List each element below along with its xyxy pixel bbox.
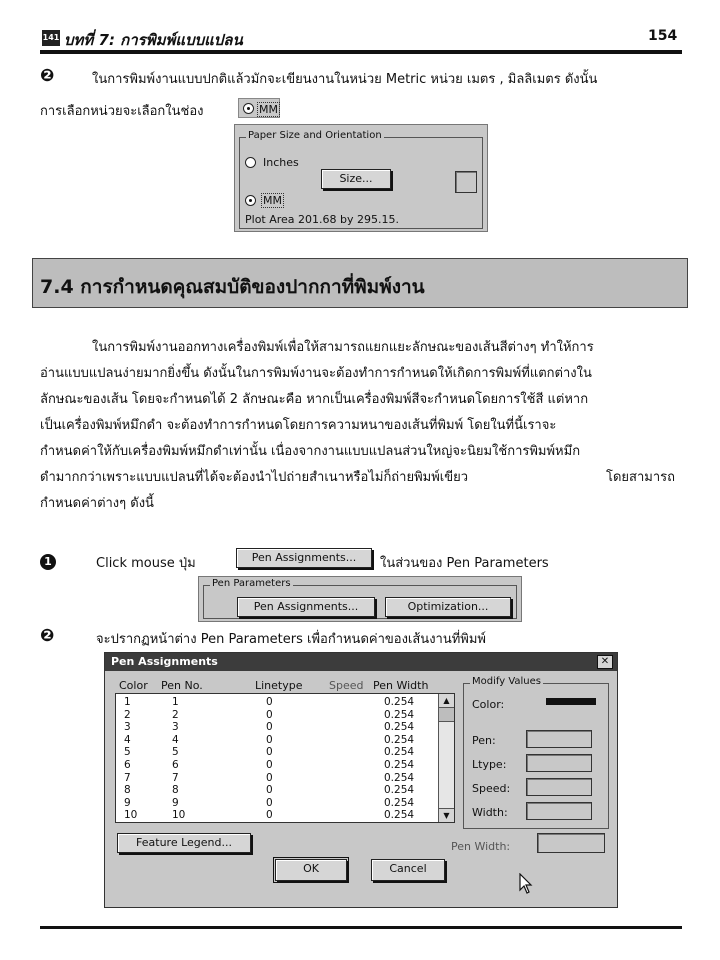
body-line-6: ดำมากกว่าเพราะแบบแปลนที่ได้จะต้องนำไปถ่ายสำเนาหรือไม่ก็ถ่ายพิมพ์เขียว xyxy=(40,470,469,485)
step-marker-2a: ❷ xyxy=(40,66,55,86)
inches-label: Inches xyxy=(263,156,299,169)
pen-list-cell-pen-width: 0.254 xyxy=(384,721,415,734)
pen-list-cell-color: 3 xyxy=(124,721,131,734)
pen-list-row[interactable] xyxy=(124,759,454,772)
pen-list-row[interactable] xyxy=(124,784,454,797)
step1-pen-assignments-button[interactable]: Pen Assignments... xyxy=(236,548,372,568)
pen-list-cell-color: 8 xyxy=(124,784,131,797)
pen-list-cell-pen-width: 0.254 xyxy=(384,771,415,784)
close-icon[interactable]: ✕ xyxy=(597,655,613,669)
pen-list-cell-color: 10 xyxy=(124,809,138,822)
pen-list-cell-color: 5 xyxy=(124,746,131,759)
pen-list-cell-pen-no: 6 xyxy=(172,758,179,771)
pen-list-cell-speed xyxy=(340,721,384,734)
pen-list-cell-pen-width: 0.254 xyxy=(384,696,415,708)
width-field[interactable] xyxy=(526,802,592,820)
scroll-up-icon[interactable]: ▲ xyxy=(439,694,454,708)
pen-list-scrollbar[interactable] xyxy=(438,694,454,822)
plot-area-text: Plot Area 201.68 by 295.15. xyxy=(245,213,399,226)
pen-list-cell-pen-no: 5 xyxy=(172,746,179,759)
pen-list-cell-linetype: 0 xyxy=(266,809,273,822)
pen-list-cell-speed xyxy=(340,772,384,785)
pen-list-cell-pen-width: 0.254 xyxy=(384,758,415,771)
pen-list-cell-pen-width: 0.254 xyxy=(384,796,415,809)
pen-list-cell-pen-width: 0.254 xyxy=(384,708,415,721)
pen-list-cell-speed xyxy=(340,759,384,772)
pen-list-row[interactable] xyxy=(124,797,454,810)
col-header-speed: Speed xyxy=(329,679,364,692)
feature-legend-button[interactable]: Feature Legend... xyxy=(117,833,251,853)
pen-list-cell-pen-no: 10 xyxy=(172,809,186,822)
pen-list-cell-color: 1 xyxy=(124,696,131,708)
step2-dialog-text: จะปรากฏหน้าต่าง Pen Parameters เพื่อกำหนดค่าของเส้นงานที่พิมพ์ xyxy=(96,632,486,647)
inline-mm-label: MM xyxy=(259,103,278,116)
pen-list-row[interactable] xyxy=(124,809,454,822)
body-line-7: กำหนดค่าต่างๆ ดังนี้ xyxy=(40,496,154,511)
pen-list-cell-pen-no: 2 xyxy=(172,708,179,721)
pen-list-cell-speed xyxy=(340,696,384,709)
pen-list-row[interactable] xyxy=(124,721,454,734)
page-number: 154 xyxy=(648,28,678,44)
pen-list-row[interactable] xyxy=(124,772,454,785)
pen-list-cell-speed xyxy=(340,809,384,822)
pen-list-cell-speed xyxy=(340,709,384,722)
color-label: Color: xyxy=(472,698,505,711)
modify-values-title: Modify Values xyxy=(472,676,541,687)
pen-list-cell-color: 2 xyxy=(124,708,131,721)
scroll-down-icon[interactable]: ▼ xyxy=(439,808,454,822)
pen-list-cell-linetype: 0 xyxy=(266,733,273,746)
inches-radio-icon[interactable] xyxy=(245,157,256,168)
chapter-icon: 141 xyxy=(42,30,60,46)
speed-label: Speed: xyxy=(472,782,511,795)
pen-list-cell-speed xyxy=(340,746,384,759)
col-header-pen-no: Pen No. xyxy=(161,679,203,692)
pen-list-cell-pen-no: 8 xyxy=(172,784,179,797)
pen-assignments-dialog xyxy=(104,652,618,908)
dialog-title-bar xyxy=(105,653,617,671)
pen-list-cell-linetype: 0 xyxy=(266,796,273,809)
pen-list-cell-linetype: 0 xyxy=(266,758,273,771)
pen-list-cell-speed xyxy=(340,784,384,797)
body-line-3: ลักษณะของเส้น โดยจะกำหนดได้ 2 ลักษณะคือ หากเป็นเครื่องพิมพ์สีจะกำหนดโดยการใช้สี แต่หาก xyxy=(40,392,589,407)
pen-list-cell-pen-no: 7 xyxy=(172,771,179,784)
dialog-title: Pen Assignments xyxy=(111,655,218,668)
pen-list-cell-linetype: 0 xyxy=(266,771,273,784)
scroll-thumb[interactable] xyxy=(439,708,454,722)
pen-list-cell-linetype: 0 xyxy=(266,784,273,797)
speed-field[interactable] xyxy=(526,778,592,796)
pen-list-cell-linetype: 0 xyxy=(266,708,273,721)
pen-list-cell-speed xyxy=(340,797,384,810)
inline-mm-radio[interactable] xyxy=(238,98,280,118)
pen-list-cell-color: 7 xyxy=(124,771,131,784)
units-paragraph-line2: การเลือกหน่วยจะเลือกในช่อง xyxy=(40,104,204,119)
pen-list-cell-speed xyxy=(340,734,384,747)
body-line-4: เป็นเครื่องพิมพ์หมึกดำ จะต้องทำการกำหนดโดยการความหนาของเส้นที่พิมพ์ โดยในที่นี้เราจะ xyxy=(40,418,557,433)
pen-parameters-group-title: Pen Parameters xyxy=(212,578,291,589)
optimization-button[interactable]: Optimization... xyxy=(385,597,511,617)
pen-list-row[interactable] xyxy=(124,746,454,759)
mm-label: MM xyxy=(263,194,282,207)
section-title: 7.4 การกำหนดคุณสมบัติของปากกาที่พิมพ์งาน xyxy=(40,276,425,298)
step-marker-2b: ❷ xyxy=(40,626,55,646)
pen-list-cell-pen-no: 9 xyxy=(172,796,179,809)
header-rule xyxy=(40,50,682,54)
pen-list-cell-color: 6 xyxy=(124,758,131,771)
footer-rule xyxy=(40,926,682,929)
paper-size-group-title: Paper Size and Orientation xyxy=(248,130,382,141)
color-swatch[interactable] xyxy=(546,698,596,705)
mouse-cursor-icon xyxy=(519,873,535,895)
pen-list-cell-color: 4 xyxy=(124,733,131,746)
modify-values-groupbox xyxy=(463,676,609,829)
col-header-color: Color xyxy=(119,679,148,692)
body-line-5: กำหนดค่าให้กับเครื่องพิมพ์หมึกดำเท่านั้น เนื่องจากงานแบบแปลนส่วนใหญ่จะนิยมใช้การพิมพ์หมึก xyxy=(40,444,581,459)
ltype-label: Ltype: xyxy=(472,758,507,771)
pen-label: Pen: xyxy=(472,734,496,747)
body-line-2: อ่านแบบแปลนง่ายมากยิ่งขึ้น ดังนั้นในการพิมพ์งานจะต้องทำการกำหนดให้เกิดการพิมพ์ที่แตกต่างใน xyxy=(40,366,592,381)
pen-list-cell-linetype: 0 xyxy=(266,721,273,734)
cancel-button[interactable]: Cancel xyxy=(371,859,445,881)
ltype-field[interactable] xyxy=(526,754,592,772)
pen-assignments-button[interactable]: Pen Assignments... xyxy=(237,597,375,617)
chapter-title: บทที่ 7: การพิมพ์แบบแปลน xyxy=(64,31,243,49)
step-marker-1: 1 xyxy=(40,554,56,570)
pen-list-cell-linetype: 0 xyxy=(266,696,273,708)
body-line-1: ในการพิมพ์งานออกทางเครื่องพิมพ์เพื่อให้สามารถแยกแยะลักษณะของเส้นสีต่างๆ ทำให้การ xyxy=(92,340,594,355)
pen-list-cell-pen-width: 0.254 xyxy=(384,809,415,822)
col-header-linetype: Linetype xyxy=(255,679,303,692)
pen-list-cell-pen-width: 0.254 xyxy=(384,746,415,759)
pen-list-cell-pen-no: 4 xyxy=(172,733,179,746)
pen-list-cell-linetype: 0 xyxy=(266,746,273,759)
units-paragraph-line1: ในการพิมพ์งานแบบปกติแล้วมักจะเขียนงานในหน่วย Metric หน่วย เมตร , มิลลิเมตร ดังนั้น xyxy=(92,72,598,87)
ok-button[interactable]: OK xyxy=(275,859,347,881)
radio-selected-icon xyxy=(243,103,254,114)
pen-list-row[interactable] xyxy=(124,734,454,747)
body-line-6-tail: โดยสามารถ xyxy=(606,470,675,485)
step1-text-after: ในส่วนของ Pen Parameters xyxy=(380,556,549,571)
pen-list-row[interactable] xyxy=(124,709,454,722)
col-header-pen-width: Pen Width xyxy=(373,679,429,692)
pen-field[interactable] xyxy=(526,730,592,748)
width-label: Width: xyxy=(472,806,508,819)
pen-list[interactable] xyxy=(115,693,455,823)
pen-list-cell-pen-no: 1 xyxy=(172,696,179,708)
pen-list-cell-pen-width: 0.254 xyxy=(384,784,415,797)
size-button[interactable]: Size... xyxy=(321,169,391,189)
pen-width-label: Pen Width: xyxy=(451,840,511,853)
step1-text-before: Click mouse ปุ่ม xyxy=(96,556,196,571)
pen-width-field[interactable] xyxy=(537,833,605,853)
paper-size-panel xyxy=(234,124,488,232)
pen-list-cell-pen-width: 0.254 xyxy=(384,733,415,746)
pen-parameters-panel xyxy=(198,576,522,622)
pen-list-cell-pen-no: 3 xyxy=(172,721,179,734)
orientation-preview xyxy=(455,171,477,193)
mm-radio-icon[interactable] xyxy=(245,195,256,206)
pen-list-cell-color: 9 xyxy=(124,796,131,809)
pen-list-row[interactable] xyxy=(124,696,454,709)
